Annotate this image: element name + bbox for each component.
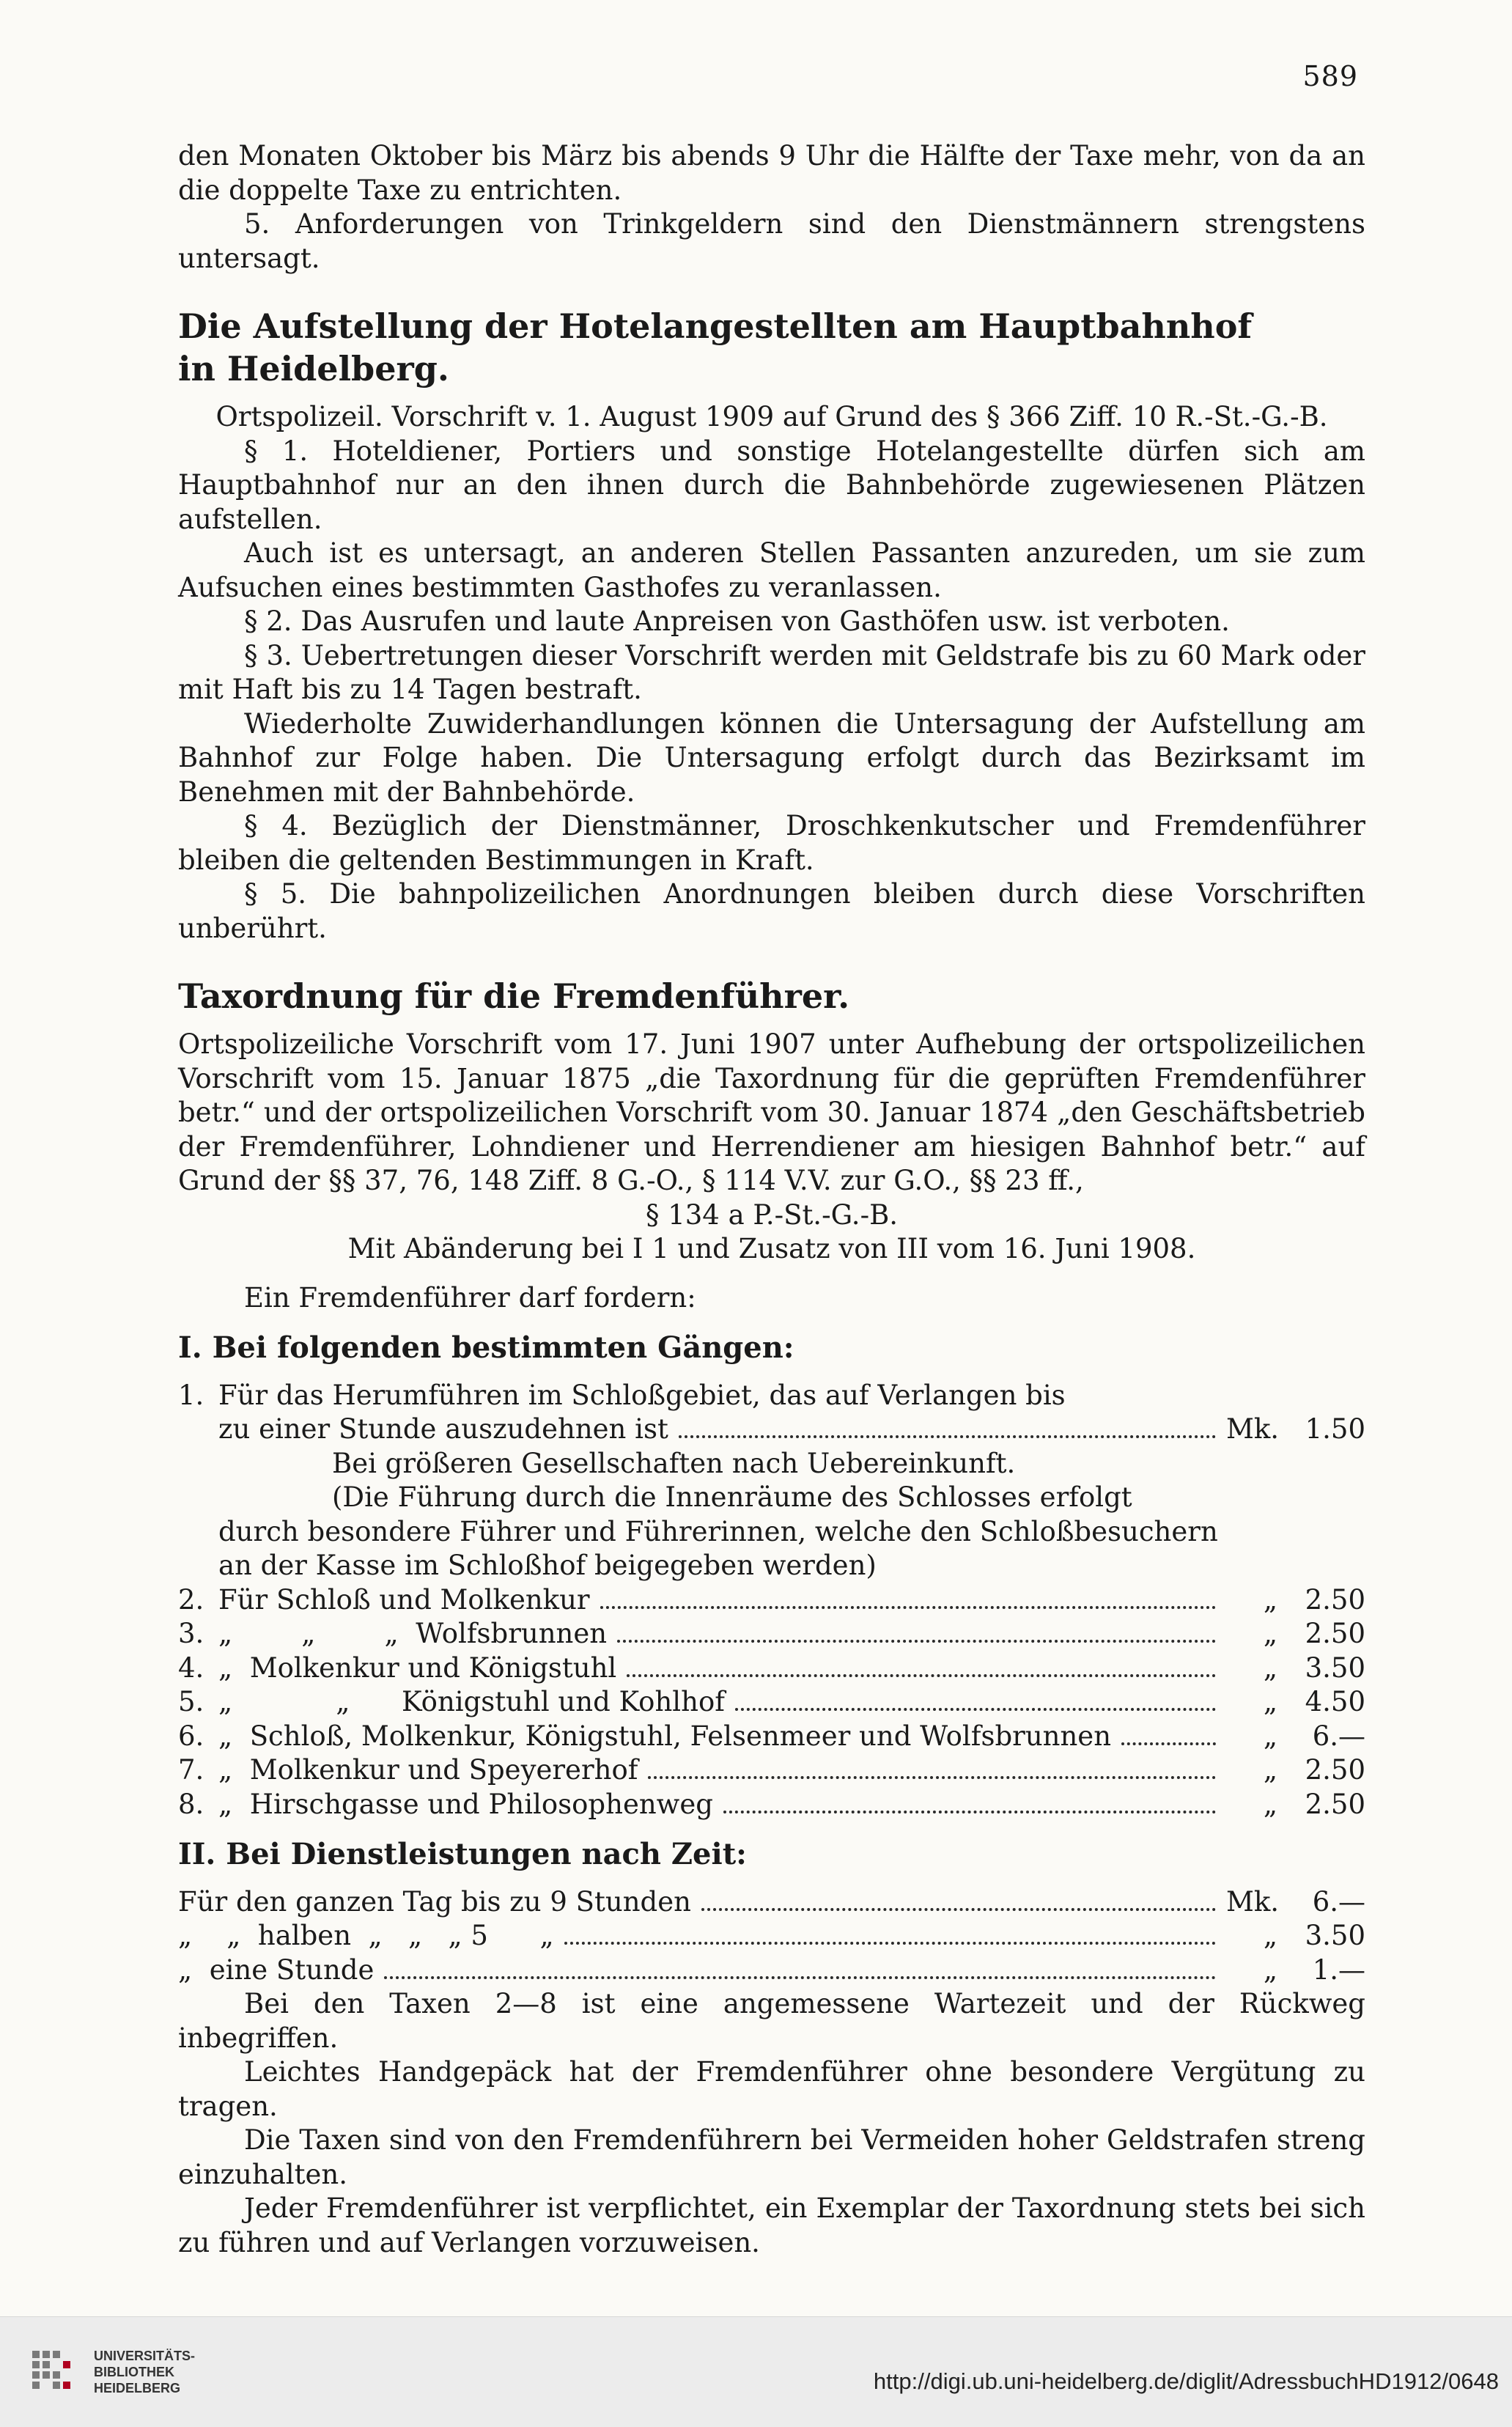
item-label: „ Hirschgasse und Philosophenweg — [218, 1788, 713, 1820]
time-label: „ „ halben „ „ „ 5 „ — [178, 1920, 554, 1951]
leader-dots — [1121, 1742, 1216, 1745]
time-label: Für den ganzen Tag bis zu 9 Stunden — [178, 1885, 691, 1918]
tariff-row — [178, 1617, 1365, 1651]
item-currency: „ — [1263, 1618, 1277, 1649]
closing-note-1: Bei den Taxen 2—8 ist eine angemessene Wartezeit und der Rückweg inbegriffen. — [178, 1988, 1365, 2054]
section2-source-end: § 134 a P.-St.-G.-B. — [645, 1198, 899, 1231]
item-number: 1. — [178, 1379, 204, 1411]
time-amount: 1.— — [1312, 1953, 1365, 1986]
item-amount: 2.50 — [1305, 1618, 1365, 1649]
part1-title: I. Bei folgenden bestimmten Gängen: — [178, 1330, 794, 1365]
item-label: „ Molkenkur und Speyererhof — [218, 1754, 638, 1786]
section1-paragraph-5: Wiederholte Zuwiderhandlungen können die Untersagung der Aufstellung am Bahnhof zur Folge haben. Die Untersagung erfolgt durch das Bezirksamt im Benehmen mit der Bahnbehörde. — [178, 707, 1365, 808]
section1-title — [178, 305, 1365, 390]
section2-title: Taxordnung für die Fremdenführer. — [178, 976, 850, 1016]
item-label: zu einer Stunde auszudehnen ist — [218, 1413, 668, 1445]
item-amount: 2.50 — [1305, 1788, 1365, 1820]
library-name-line1: UNIVERSITÄTS- — [94, 2349, 196, 2363]
section1-title-line1: Die Aufstellung der Hotelangestellten am Hauptbahnhof — [178, 306, 1253, 346]
item-label: Für Schloß und Molkenkur — [218, 1583, 590, 1616]
item-number: 7. — [178, 1754, 204, 1786]
library-name-line3: HEIDELBERG — [94, 2381, 181, 2395]
tariff-row — [178, 1720, 1365, 1754]
section1-paragraph-6: § 4. Bezüglich der Dienstmänner, Droschkenkutscher und Fremdenführer bleiben die geltenden Bestimmungen in Kraft. — [178, 810, 1365, 876]
tariff-item-1-line1 — [178, 1379, 1365, 1413]
intro-line2: 5. Anforderungen von Trinkgeldern sind den Dienstmännern strengstens untersagt. — [178, 208, 1365, 274]
item-currency: Mk. — [1226, 1413, 1280, 1445]
footer-bar — [0, 2316, 1512, 2427]
section2-intro: Ein Fremdenführer darf fordern: — [244, 1281, 696, 1314]
closing-note-3: Die Taxen sind von den Fremdenführern bei Vermeiden hoher Geldstrafen streng einzuhalten. — [178, 2124, 1365, 2190]
time-row — [178, 1953, 1365, 1988]
item1-note-3: durch besondere Führer und Führerinnen, welche den Schloßbesuchern — [218, 1515, 1218, 1547]
tariff-row — [178, 1788, 1365, 1822]
part2-title: II. Bei Dienstleistungen nach Zeit: — [178, 1837, 747, 1871]
item1-note-1: Bei größeren Gesellschaften nach Uebereinkunft. — [332, 1447, 1016, 1479]
tariff-row — [178, 1651, 1365, 1686]
closing-note-2: Leichtes Handgepäck hat der Fremdenführer ohne besondere Vergütung zu tragen. — [178, 2056, 1365, 2122]
leader-dots — [384, 1976, 1216, 1979]
time-currency: „ — [1263, 1920, 1277, 1951]
tariff-row — [178, 1413, 1365, 1447]
source-url-link[interactable]: http://digi.ub.uni-heidelberg.de/diglit/AdressbuchHD1912/0648 — [873, 2368, 1499, 2394]
closing-note-4: Jeder Fremdenführer ist verpflichtet, ein Exemplar der Taxordnung stets bei sich zu führen und auf Verlangen vorzuweisen. — [178, 2192, 1365, 2258]
item-number: 2. — [178, 1583, 204, 1616]
item-currency: „ — [1263, 1686, 1277, 1717]
section1-title-line2: in Heidelberg. — [178, 349, 449, 388]
item-currency: „ — [1263, 1651, 1277, 1684]
time-amount: 3.50 — [1305, 1920, 1365, 1951]
time-label: „ eine Stunde — [178, 1953, 375, 1986]
time-row — [178, 1885, 1365, 1920]
item-currency: „ — [1263, 1788, 1277, 1820]
item-number: 4. — [178, 1651, 204, 1684]
intro-line1: den Monaten Oktober bis März bis abends 9 Uhr die Hälfte der Taxe mehr, von da an die doppelte Taxe zu entrichten. — [178, 140, 1365, 206]
section1-paragraph-1: § 1. Hoteldiener, Portiers und sonstige Hotelangestellte dürfen sich am Hauptbahnhof nur an den ihnen durch die Bahnbehörde zugewiesenen Plätzen aufstellen. — [178, 435, 1365, 535]
item-number: 8. — [178, 1788, 204, 1820]
section1-source: Ortspolizeil. Vorschrift v. 1. August 1909 auf Grund des § 366 Ziff. 10 R.-St.-G.-B. — [215, 401, 1328, 432]
library-name — [94, 2348, 195, 2396]
item-amount: 2.50 — [1305, 1754, 1365, 1786]
item-amount: 2.50 — [1305, 1583, 1365, 1616]
time-row — [178, 1919, 1365, 1953]
item-currency: „ — [1263, 1754, 1277, 1786]
time-currency: Mk. — [1226, 1885, 1280, 1918]
item-label: „ Schloß, Molkenkur, Königstuhl, Felsenmeer und Wolfsbrunnen — [218, 1720, 1112, 1752]
time-amount: 6.— — [1312, 1885, 1365, 1918]
item-currency: „ — [1263, 1583, 1277, 1616]
item-number: 5. — [178, 1686, 204, 1717]
section1-paragraph-4: § 3. Uebertretungen dieser Vorschrift werden mit Geldstrafe bis zu 60 Mark oder mit Haft bis zu 14 Tagen bestraft. — [178, 639, 1365, 705]
leader-dots — [600, 1606, 1216, 1609]
leader-dots — [627, 1674, 1216, 1677]
leader-dots — [723, 1811, 1216, 1813]
section1-paragraph-3: § 2. Das Ausrufen und laute Anpreisen von Gasthöfen usw. ist verboten. — [244, 605, 1230, 637]
item-currency: „ — [1263, 1720, 1277, 1752]
item-amount: 3.50 — [1305, 1651, 1365, 1684]
item-amount: 1.50 — [1305, 1413, 1365, 1445]
leader-dots — [564, 1942, 1216, 1945]
section2-amendment: Mit Abänderung bei I 1 und Zusatz von III vom 16. Juni 1908. — [347, 1233, 1196, 1264]
section2-source: Ortspolizeiliche Vorschrift vom 17. Juni 1907 unter Aufhebung der ortspolizeilichen Vorschrift vom 15. Januar 1875 „die Taxordnung für die geprüften Fremdenführer betr.“ und der ortspolizeilichen Vorschrift vom 30. Januar 1874 „den Geschäftsbetrieb der Fremdenführer, Lohndiener und Herrendiener am hiesigen Bahnhof betr.“ auf Grund der §§ 37, 76, 148 Ziff. 8 G.-O., § 114 V.V. zur G.O., §§ 23 ff., — [178, 1028, 1365, 1196]
section1-paragraph-7: § 5. Die bahnpolizeilichen Anordnungen bleiben durch diese Vorschriften unberührt. — [178, 878, 1365, 944]
item1-note-2: (Die Führung durch die Innenräume des Schlosses erfolgt — [332, 1481, 1132, 1513]
tariff-row — [178, 1685, 1365, 1720]
tariff-row — [178, 1583, 1365, 1618]
library-name-line2: BIBLIOTHEK — [94, 2365, 174, 2379]
item-label: Für das Herumführen im Schloßgebiet, das auf Verlangen bis — [218, 1379, 1066, 1411]
leader-dots — [735, 1708, 1216, 1711]
item-amount: 4.50 — [1305, 1686, 1365, 1717]
item-label: „ Molkenkur und Königstuhl — [218, 1651, 617, 1684]
leader-dots — [679, 1435, 1216, 1438]
time-currency: „ — [1263, 1953, 1277, 1986]
leader-dots — [617, 1640, 1216, 1643]
tariff-row — [178, 1753, 1365, 1788]
university-library-logo-icon — [29, 2346, 85, 2398]
item1-note-4: an der Kasse im Schloßhof beigegeben werden) — [218, 1550, 877, 1581]
item-label: „ „ Königstuhl und Kohlhof — [218, 1686, 725, 1717]
section1-paragraph-2: Auch ist es untersagt, an anderen Stellen Passanten anzureden, um sie zum Aufsuchen eines bestimmten Gasthofes zu veranlassen. — [178, 537, 1365, 603]
item-label: „ „ „ Wolfsbrunnen — [218, 1618, 608, 1649]
item-number: 3. — [178, 1618, 204, 1649]
item-number: 6. — [178, 1720, 204, 1752]
page-number: 589 — [1302, 60, 1358, 92]
item-amount: 6.— — [1312, 1720, 1365, 1752]
leader-dots — [701, 1908, 1216, 1911]
page-text — [178, 139, 1365, 2260]
leader-dots — [648, 1776, 1216, 1779]
